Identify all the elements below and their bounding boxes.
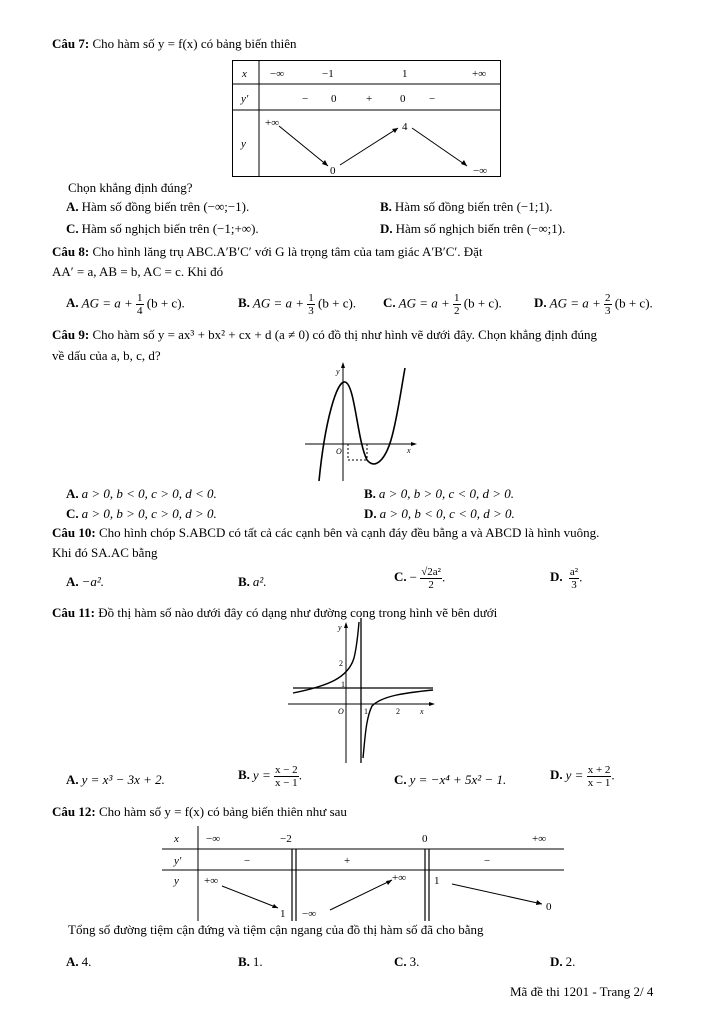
q7-y-label: y xyxy=(241,138,246,150)
q10-option-d[interactable]: D. $\frac{\text{a²}}{3}$ . xyxy=(550,566,583,591)
svg-text:1: 1 xyxy=(434,875,440,887)
q9-line2: về dấu của a, b, c, d? xyxy=(52,348,161,363)
q12-arrow-up xyxy=(330,880,392,910)
q7-y-val: 0 xyxy=(330,165,336,177)
svg-text:y: y xyxy=(174,875,179,887)
q7-sign: − xyxy=(302,93,309,105)
svg-text:2: 2 xyxy=(339,659,343,668)
q7-arrow-up xyxy=(340,128,398,165)
q7-sign: 0 xyxy=(331,93,337,105)
svg-text:−∞: −∞ xyxy=(206,833,221,845)
q8-option-d[interactable]: D. AG = a + $\frac{2}{3}$ (b + c). xyxy=(534,292,653,317)
q7-sign: + xyxy=(366,93,373,105)
q11-option-b[interactable]: B. y = $\frac{x - 2}{x - 1}$ . xyxy=(238,764,302,789)
q11-hyperbola-graph xyxy=(288,618,438,764)
q8-label: Câu 8: xyxy=(52,244,90,259)
svg-text:2: 2 xyxy=(396,707,400,716)
svg-text:0: 0 xyxy=(422,833,428,845)
q7-y-val: 4 xyxy=(402,121,408,133)
q7-x-val: −∞ xyxy=(270,68,285,80)
svg-text:−2: −2 xyxy=(280,833,292,845)
q12-option-b[interactable]: B. 1. xyxy=(238,954,263,969)
q11-text: Đồ thị hàm số nào dưới đây có dạng như đường cong trong hình vẽ bên dưới xyxy=(98,605,498,620)
q10-option-b[interactable]: B. a². xyxy=(238,574,267,589)
q10-question xyxy=(52,525,599,541)
q12-arrow-down xyxy=(452,884,542,904)
q12-option-d[interactable]: D. 2. xyxy=(550,954,576,969)
q8-line2: AA′ = a, AB = b, AC = c. Khi đó xyxy=(52,264,224,279)
q7-label: Câu 7: xyxy=(52,36,90,51)
q7-x-val: −1 xyxy=(322,68,334,80)
svg-text:1: 1 xyxy=(341,680,345,689)
q7-x-label: x xyxy=(242,68,247,80)
svg-text:1: 1 xyxy=(280,908,286,920)
q7-option-a[interactable]: A. Hàm số đồng biến trên (−∞;−1). xyxy=(66,199,250,214)
q10-label: Câu 10: xyxy=(52,525,96,540)
q9-question xyxy=(52,327,597,343)
q12-question xyxy=(52,804,347,820)
q8-line1: Cho hình lăng trụ ABC.A′B′C′ với G là trọng tâm của tam giác A′B′C′. Đặt xyxy=(92,244,483,259)
svg-text:x: x xyxy=(174,833,179,845)
q9-label: Câu 9: xyxy=(52,327,90,342)
q8-option-a[interactable]: A. AG = a + $\frac{1}{4}$ (b + c). xyxy=(66,292,185,317)
svg-text:+∞: +∞ xyxy=(532,833,547,845)
svg-text:O: O xyxy=(338,707,344,716)
q7-sign: − xyxy=(429,93,436,105)
q11-left-branch xyxy=(293,622,359,693)
q7-yp-label: y′ xyxy=(241,93,249,105)
q9-option-b[interactable]: B. a > 0, b > 0, c < 0, d > 0. xyxy=(364,486,515,501)
q10-option-a[interactable]: A. −a². xyxy=(66,574,105,589)
svg-text:0: 0 xyxy=(546,901,552,913)
q9-option-c[interactable]: C. a > 0, b > 0, c > 0, d > 0. xyxy=(66,506,217,521)
q10-line1: Cho hình chóp S.ABCD có tất cả các cạnh bên và cạnh đáy đều bằng a và ABCD là hình vuông. xyxy=(98,525,600,540)
q7-arrow-down xyxy=(279,126,328,166)
q9-option-d[interactable]: D. a > 0, b < 0, c < 0, d > 0. xyxy=(364,506,515,521)
q12-arrow-down xyxy=(222,886,278,908)
q10-option-c[interactable]: C. − $\frac{\text{√2a²}}{2}$ . xyxy=(394,566,446,591)
q12-variation-table xyxy=(162,826,566,922)
q7-question xyxy=(52,36,297,52)
svg-text:y′: y′ xyxy=(174,855,182,867)
q12-option-a[interactable]: A. 4. xyxy=(66,954,92,969)
svg-text:+: + xyxy=(344,855,351,867)
q10-line2: Khi đó SA.AC bằng xyxy=(52,545,158,560)
svg-text:−: − xyxy=(484,855,491,867)
svg-text:+∞: +∞ xyxy=(392,872,407,884)
page-footer: Mã đề thi 1201 - Trang 2/ 4 xyxy=(510,984,654,999)
q8-question xyxy=(52,244,483,260)
q9-cubic-curve xyxy=(319,368,405,481)
q8-option-c[interactable]: C. AG = a + $\frac{1}{2}$ (b + c). xyxy=(383,292,502,317)
svg-text:1: 1 xyxy=(364,707,368,716)
svg-text:−∞: −∞ xyxy=(302,908,317,920)
q7-y-val: +∞ xyxy=(265,117,280,129)
q7-variation-table xyxy=(232,60,502,178)
q11-option-a[interactable]: A. y = x³ − 3x + 2. xyxy=(66,772,165,787)
q12-text: Cho hàm số y = f(x) có bảng biến thiên như sau xyxy=(98,804,347,819)
svg-text:+∞: +∞ xyxy=(204,875,219,887)
q7-text: Cho hàm số y = f(x) có bảng biến thiên xyxy=(92,36,297,51)
q7-option-c[interactable]: C. Hàm số nghịch biến trên (−1;+∞). xyxy=(66,221,259,236)
q11-label: Câu 11: xyxy=(52,605,95,620)
q11-option-c[interactable]: C. y = −x⁴ + 5x² − 1. xyxy=(394,772,507,787)
q7-prompt: Chọn khẳng định đúng? xyxy=(68,180,193,195)
q7-arrow-down xyxy=(412,128,467,166)
svg-text:−: − xyxy=(244,855,251,867)
svg-text:x: x xyxy=(420,707,424,716)
q7-y-val: −∞ xyxy=(473,165,488,177)
q7-x-val: +∞ xyxy=(472,68,487,80)
q7-sign: 0 xyxy=(400,93,406,105)
q9-option-a[interactable]: A. a > 0, b < 0, c > 0, d < 0. xyxy=(66,486,217,501)
q12-prompt: Tổng số đường tiệm cận đứng và tiệm cận ngang của đồ thị hàm số đã cho bằng xyxy=(68,922,484,937)
q8-option-b[interactable]: B. AG = a + $\frac{1}{3}$ (b + c). xyxy=(238,292,357,317)
q11-right-branch xyxy=(363,690,433,758)
q9-line1: Cho hàm số y = ax³ + bx² + cx + d (a ≠ 0) có đồ thị như hình vẽ dưới đây. Chọn khẳng định đúng xyxy=(92,327,597,342)
svg-text:y: y xyxy=(336,367,340,376)
q7-option-b[interactable]: B. Hàm số đồng biến trên (−1;1). xyxy=(380,199,553,214)
svg-text:x: x xyxy=(407,446,411,455)
q11-option-d[interactable]: D. y = $\frac{x + 2}{x - 1}$ . xyxy=(550,764,615,789)
q7-x-val: 1 xyxy=(402,68,408,80)
q7-option-d[interactable]: D. Hàm số nghịch biến trên (−∞;1). xyxy=(380,221,566,236)
q12-option-c[interactable]: C. 3. xyxy=(394,954,420,969)
q12-label: Câu 12: xyxy=(52,804,96,819)
svg-text:y: y xyxy=(338,623,342,632)
q9-cubic-graph xyxy=(305,360,420,482)
svg-text:O: O xyxy=(336,447,342,456)
